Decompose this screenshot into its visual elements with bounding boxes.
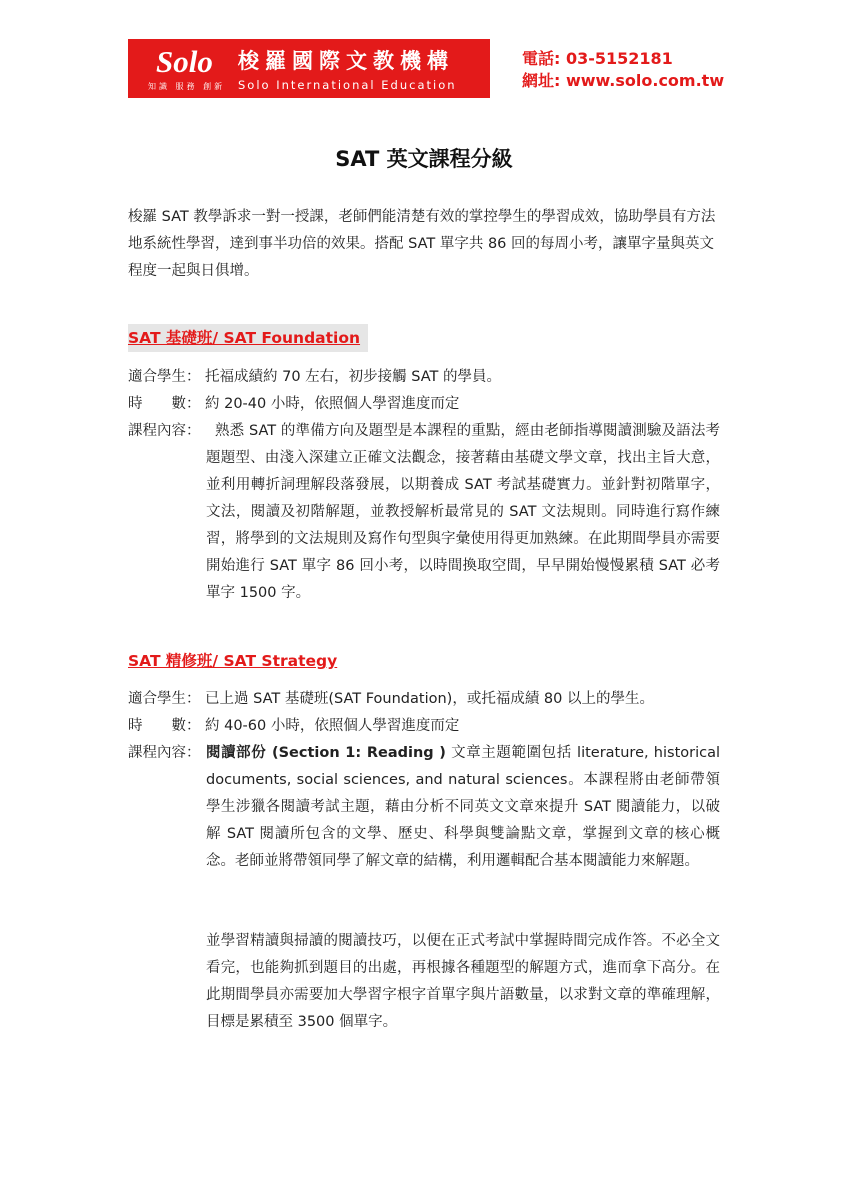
strategy-content-text: 文章主題範圍包括 literature, historical documents, social sciences, and natural sciences。本課程將由老師帶領學生涉獵各閱讀考試主題，藉由分析不同英文文章來提升 SAT 閱讀能力，以破解 SAT 閱讀所包含的文學、歷史、科學與雙論點文章，掌握到文章的核心概念。老師並將帶領同學了解文章的結構，利用邏輯配合基本閱讀能力來解題。 [206,745,720,869]
hours-value: 約 20-40 小時，依照個人學習進度而定 [205,396,460,412]
foundation-hours-row [128,391,720,418]
logo-chinese-name: 梭羅國際文教機構 [238,49,454,73]
reading-section-lead: 閱讀部份 (Section 1: Reading ) [206,745,446,761]
logo-english-name: Solo International Education [238,78,457,92]
content-label: 課程內容： [128,423,201,439]
foundation-suitable-row [128,364,720,391]
page-title: SAT 英文課程分級 [335,147,513,171]
suitable-value: 已上過 SAT 基礎班(SAT Foundation)，或托福成績 80 以上的學生。 [205,691,654,707]
phone-number: 電話: 03-5152181 [522,49,673,68]
hours-value: 約 40-60 小時，依照個人學習進度而定 [205,718,460,734]
strategy-hours-row [128,713,720,740]
suitable-label: 適合學生： [128,369,201,385]
contact-info [522,48,724,92]
hours-label: 時 數： [128,396,201,412]
section-heading-strategy: SAT 精修班/ SAT Strategy [128,652,338,670]
strategy-suitable-row [128,686,720,713]
foundation-content: 熟悉 SAT 的準備方向及題型是本課程的重點，經由老師指導閱讀測驗及語法考題題型、由淺入深建立正確文法觀念，接著藉由基礎文學文章，找出主旨大意，並利用轉折詞理解段落發展，以期養成 SAT 考試基礎實力。並針對初階單字，文法，閱讀及初階解題，並教授解析最常見的 SAT 文法規則。同時進行寫作練習，將學到的文法規則及寫作句型與字彙使用得更加熟練。在此期間學員亦需要開始進行 SAT 單字 86 回小考，以時間換取空間，早早開始慢慢累積 SAT 必考單字 1500 字。 [206,423,720,601]
suitable-value: 托福成績約 70 左右，初步接觸 SAT 的學員。 [205,369,502,385]
content-label: 課程內容： [128,745,201,761]
strategy-content [206,740,720,875]
hours-label: 時 數： [128,718,201,734]
intro-paragraph: 梭羅 SAT 教學訴求一對一授課，老師們能清楚有效的掌控學生的學習成效，協助學員有方法地系統性學習，達到事半功倍的效果。搭配 SAT 單字共 86 回的每周小考，讓單字量與英文程度一起與日俱增。 [128,209,716,279]
section-heading-foundation: SAT 基礎班/ SAT Foundation [128,324,368,352]
logo-slogan: 知識 服務 創新 [148,82,226,91]
logo-solo-text: Solo [156,44,213,79]
logo-banner [128,39,490,98]
strategy-content-2: 並學習精讀與掃讀的閱讀技巧，以便在正式考試中掌握時間完成作答。不必全文看完，也能夠抓到題目的出處，再根據各種題型的解題方式，進而拿下高分。在此期間學員亦需要加大學習字根字首單字與片語數量，以求對文章的準確理解，目標是累積至 3500 個單字。 [206,933,720,1030]
website-link[interactable]: 網址: www.solo.com.tw [522,71,725,90]
suitable-label: 適合學生： [128,691,201,707]
